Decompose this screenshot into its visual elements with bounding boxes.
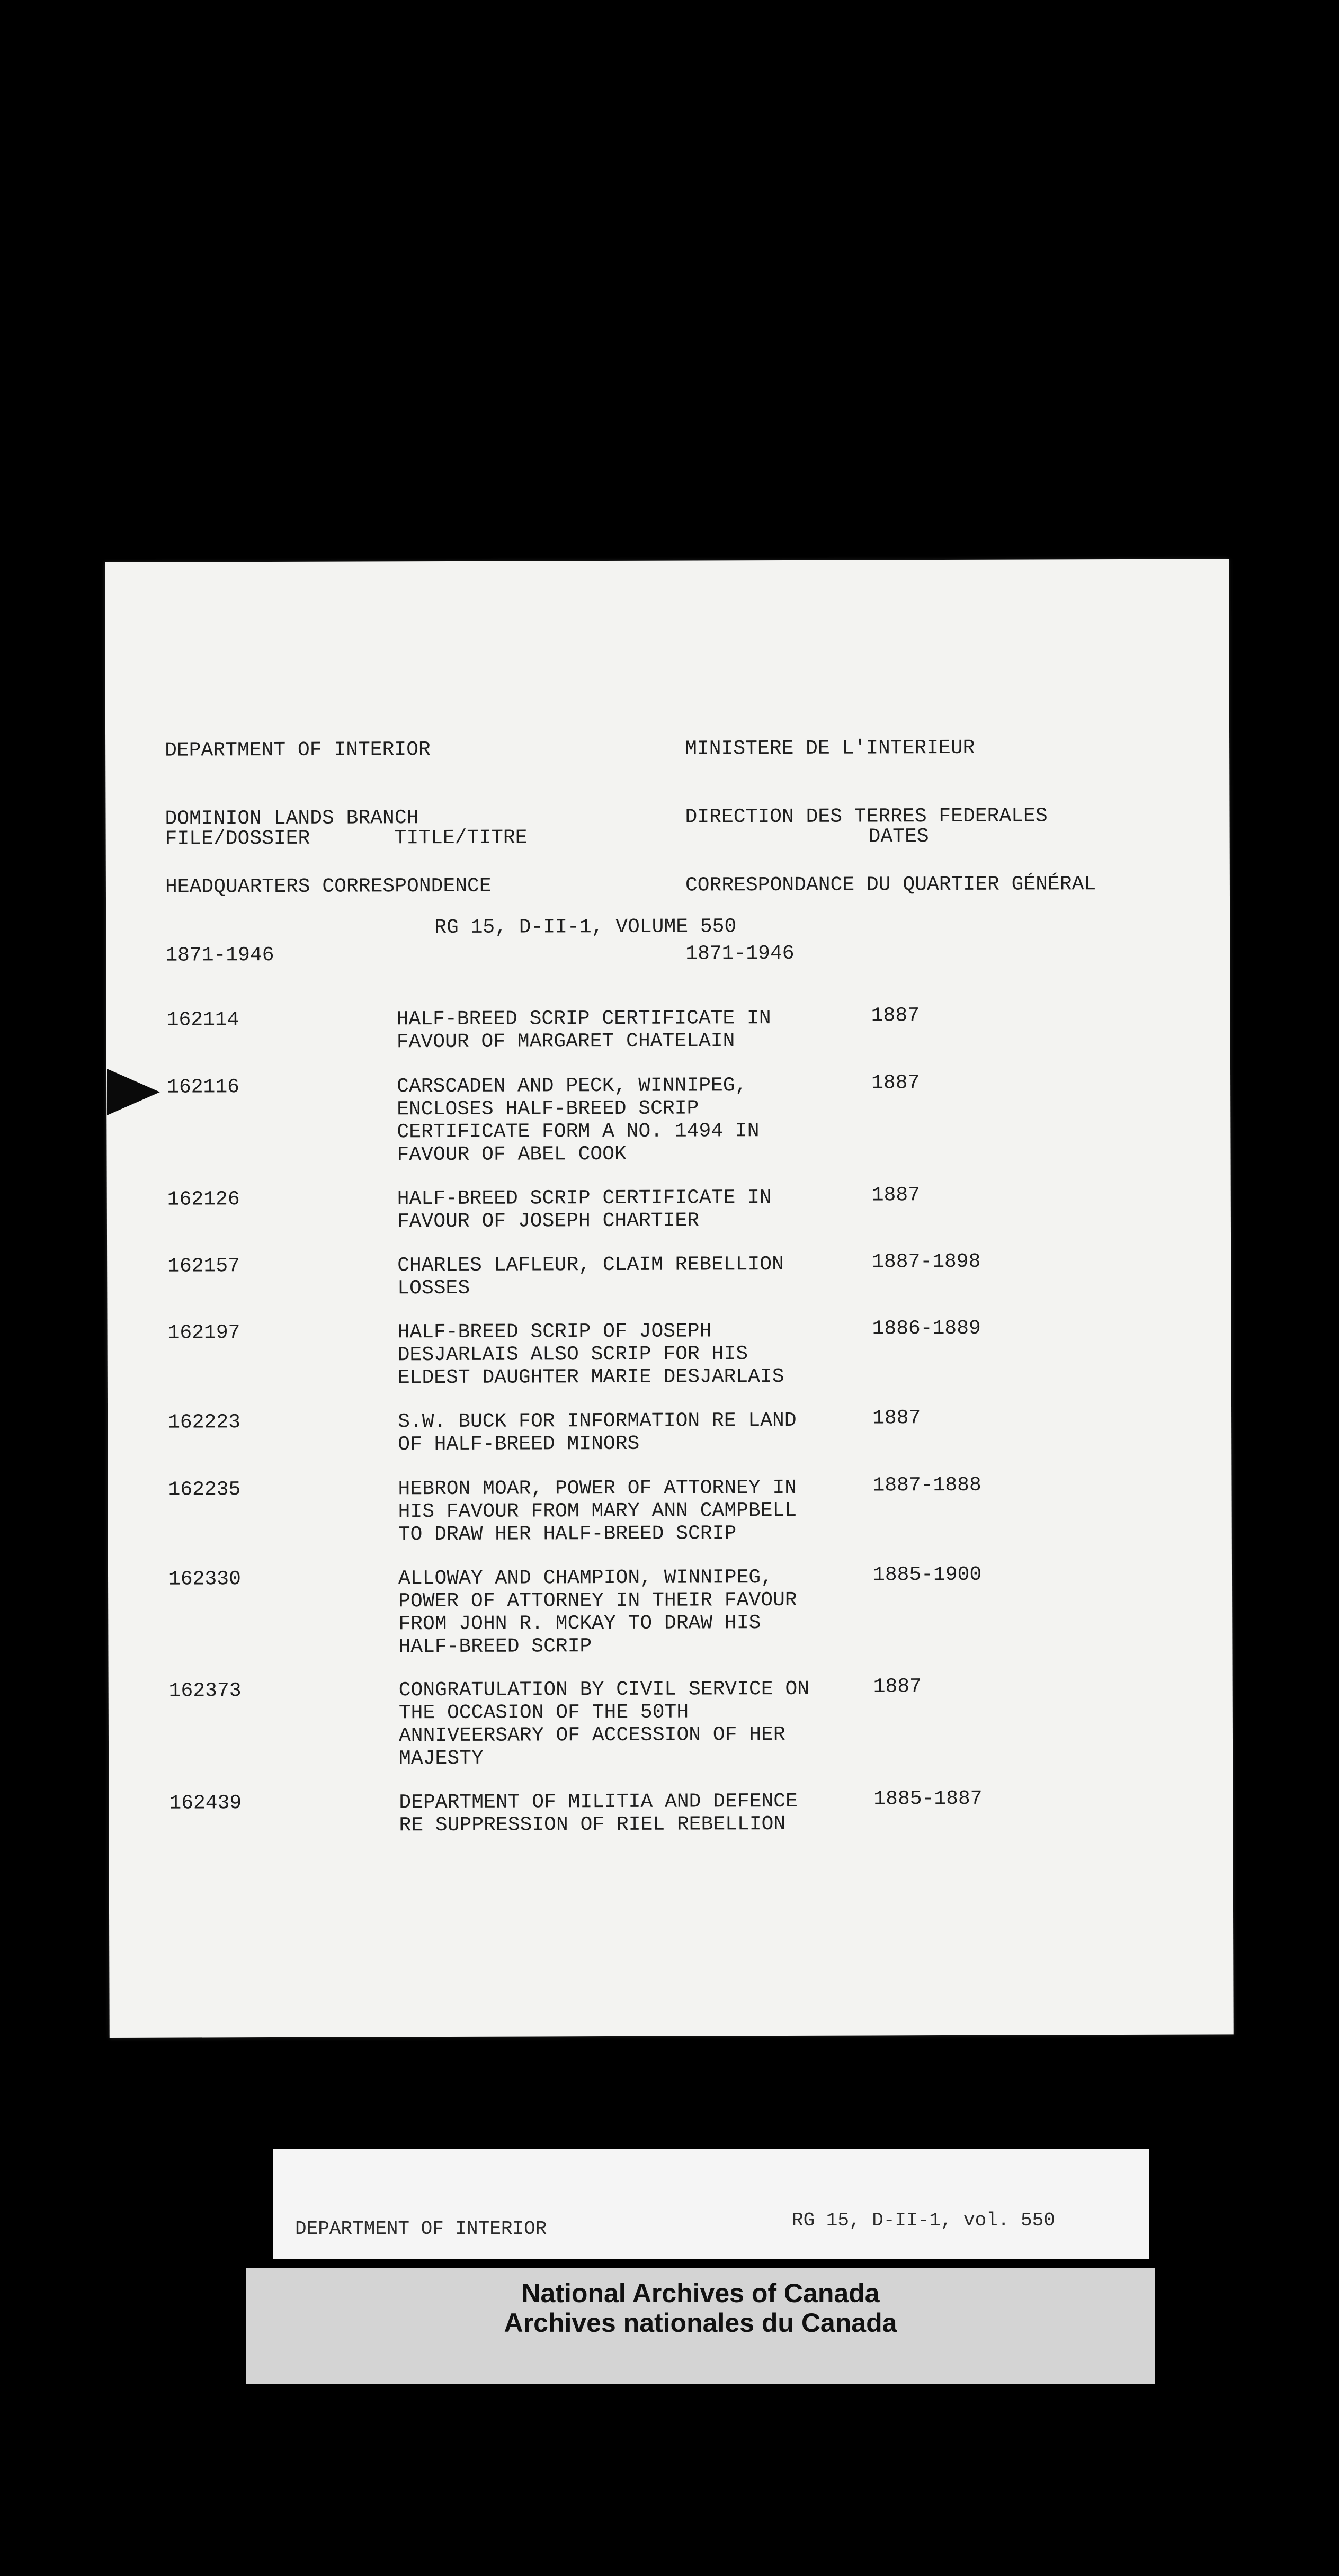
archives-name-french: Archives nationales du Canada — [504, 2308, 897, 2338]
document-page — [105, 559, 1234, 2038]
entry-title-line: CARSCADEN AND PECK, WINNIPEG, — [397, 1074, 747, 1098]
entry-dates: 1887 — [872, 1407, 921, 1430]
pointer-arrow-icon — [107, 1069, 160, 1115]
entry-title-line: FAVOUR OF ABEL COOK — [397, 1142, 627, 1167]
header-line: DEPARTMENT OF INTERIOR — [165, 738, 431, 762]
entry-title-line: ENCLOSES HALF-BREED SCRIP — [397, 1097, 699, 1121]
entry-file-number: 162223 — [168, 1411, 240, 1434]
entry-title-line: HALF-BREED SCRIP CERTIFICATE IN — [396, 1007, 771, 1031]
entry-title-line: ANNIVEERSARY OF ACCESSION OF HER — [398, 1723, 785, 1748]
entry-title — [399, 1790, 798, 1837]
header-line: MINISTERE DE L'INTERIEUR — [685, 736, 975, 761]
entry-title-line: OF HALF-BREED MINORS — [398, 1432, 640, 1456]
archives-label — [246, 2268, 1155, 2384]
label-line: DEPARTMENT OF INTERIOR — [295, 2218, 547, 2240]
entry-file-number: 162126 — [167, 1188, 240, 1211]
header-line: 1871-1946 — [165, 943, 274, 967]
entry-title-line: HEBRON MOAR, POWER OF ATTORNEY IN — [398, 1476, 797, 1501]
entry-title-line: FAVOUR OF MARGARET CHATELAIN — [396, 1030, 735, 1054]
entry-dates: 1887-1888 — [872, 1473, 981, 1497]
header-english — [165, 693, 492, 1013]
entry-title — [398, 1409, 797, 1456]
entry-title-line: TO DRAW HER HALF-BREED SCRIP — [398, 1522, 737, 1546]
entry-file-number: 162330 — [168, 1568, 241, 1591]
entry-title-line: DEPARTMENT OF MILITIA AND DEFENCE — [399, 1790, 798, 1814]
header-line: DOMINION LANDS BRANCH — [165, 807, 419, 830]
entry-title — [397, 1074, 760, 1166]
entry-dates: 1886-1889 — [872, 1317, 981, 1340]
entry-title-line: HALF-BREED SCRIP OF JOSEPH — [397, 1320, 712, 1344]
entry-title-line: FROM JOHN R. MCKAY TO DRAW HIS — [398, 1612, 761, 1636]
entry-title-line: DESJARLAIS ALSO SCRIP FOR HIS — [397, 1343, 748, 1367]
entry-dates: 1885-1887 — [873, 1787, 983, 1811]
entry-title-line: CHARLES LAFLEUR, CLAIM REBELLION — [397, 1253, 784, 1277]
header-line: CORRESPONDANCE DU QUARTIER GÉNÉRAL — [685, 873, 1096, 897]
header-line: HEADQUARTERS CORRESPONDENCE — [165, 874, 492, 899]
entry-file-number: 162157 — [167, 1255, 240, 1278]
column-header-file: FILE/DOSSIER — [165, 827, 310, 851]
entry-title — [398, 1477, 797, 1546]
entry-file-number: 162197 — [167, 1321, 240, 1345]
entry-title-line: HALF-BREED SCRIP — [398, 1635, 592, 1659]
column-header-dates: DATES — [868, 825, 929, 848]
entry-title — [399, 1678, 810, 1770]
label-line: RG 15, D-II-1, vol. 550 — [792, 2210, 1055, 2231]
entry-title-line: LOSSES — [397, 1276, 470, 1300]
entry-title-line: ALLOWAY AND CHAMPION, WINNIPEG, — [398, 1566, 773, 1590]
entry-title-line: CERTIFICATE FORM A NO. 1494 IN — [397, 1120, 760, 1144]
entry-file-number: 162439 — [169, 1792, 242, 1815]
entry-title — [398, 1320, 784, 1389]
entry-title — [398, 1566, 797, 1658]
entry-title-line: RE SUPPRESSION OF RIEL REBELLION — [399, 1812, 786, 1837]
entry-dates: 1887 — [873, 1675, 922, 1698]
entry-dates: 1887 — [871, 1071, 920, 1095]
entry-file-number: 162373 — [168, 1679, 242, 1703]
entry-file-number: 162114 — [166, 1008, 239, 1032]
entry-title-line: ELDEST DAUGHTER MARIE DESJARLAIS — [397, 1365, 784, 1390]
entry-title-line: THE OCCASION OF THE 50TH — [398, 1701, 689, 1725]
archives-names — [246, 2278, 1155, 2338]
entry-title-line: MAJESTY — [399, 1747, 484, 1770]
entry-file-number: 162235 — [168, 1478, 241, 1501]
entry-title-line: CONGRATULATION BY CIVIL SERVICE ON — [398, 1677, 810, 1702]
entry-title-line: HIS FAVOUR FROM MARY ANN CAMPBELL — [398, 1499, 797, 1524]
entry-file-number: 162116 — [167, 1076, 240, 1099]
volume-reference: RG 15, D-II-1, VOLUME 550 — [434, 915, 737, 940]
entry-dates: 1887-1898 — [872, 1250, 981, 1274]
archives-name-english: National Archives of Canada — [521, 2278, 880, 2308]
entry-title — [397, 1007, 771, 1053]
header-line: DIRECTION DES TERRES FEDERALES — [685, 804, 1048, 829]
catalogue-label — [273, 2149, 1149, 2259]
column-header-title: TITLE/TITRE — [394, 826, 528, 850]
entry-title-line: POWER OF ATTORNEY IN THEIR FAVOUR — [398, 1588, 797, 1613]
entry-dates: 1885-1900 — [872, 1563, 982, 1587]
entry-title — [397, 1186, 772, 1233]
header-line: 1871-1946 — [685, 942, 795, 965]
entry-title-line: HALF-BREED SCRIP CERTIFICATE IN — [397, 1186, 772, 1211]
entry-dates: 1887 — [871, 1184, 921, 1207]
entry-title-line: S.W. BUCK FOR INFORMATION RE LAND — [398, 1409, 797, 1434]
header-french — [685, 691, 1096, 1010]
entry-title — [397, 1253, 784, 1300]
entry-title-line: FAVOUR OF JOSEPH CHARTIER — [397, 1209, 700, 1233]
entry-dates: 1887 — [871, 1004, 920, 1027]
